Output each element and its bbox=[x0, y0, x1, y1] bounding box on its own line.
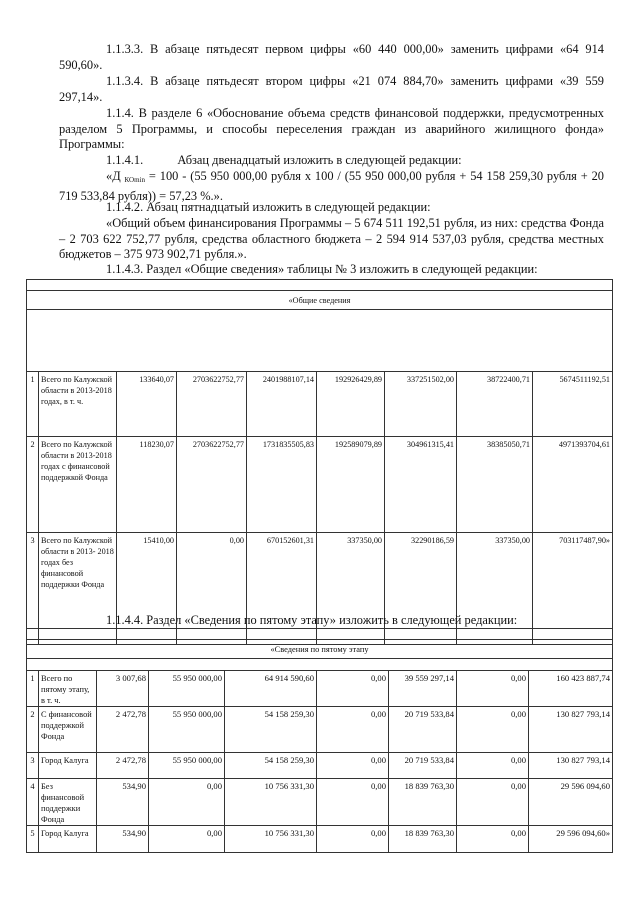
paragraph-1-1-4-3: 1.1.4.3. Раздел «Общие сведения» таблицы № 3 изложить в следующей редакции: bbox=[106, 262, 538, 276]
general-info-table bbox=[26, 279, 613, 645]
paragraph-1-1-4-2: 1.1.4.2. Абзац пятнадцатый изложить в следующей редакции: bbox=[106, 200, 431, 214]
row-label: Всего по Калужской области в 2013-2018 годах с финансовой поддержкой Фонда bbox=[39, 437, 117, 533]
cell-total: 160 423 887,74 bbox=[529, 671, 613, 707]
cell-fund: 0,00 bbox=[149, 826, 225, 853]
paragraph-1-1-3-3: 1.1.3.3. В абзаце пятьдесят первом цифры «60 440 000,00» заменить цифрами «64 914 590,60». bbox=[59, 42, 604, 72]
cell-regional-budget: 1731835505,83 bbox=[247, 437, 317, 533]
cell-local-extra: 38385050,71 bbox=[457, 437, 533, 533]
row-label: Всего по пятому этапу, в т. ч. bbox=[39, 671, 97, 707]
formula-paragraph bbox=[59, 169, 604, 204]
cell-local-extra: 0,00 bbox=[457, 826, 529, 853]
row-label: Всего по Калужской области в 2013-2018 годах, в т. ч. bbox=[39, 372, 117, 437]
cell-total: 703117487,90» bbox=[533, 533, 613, 645]
cell-local-budget: 304961315,41 bbox=[385, 437, 457, 533]
table-row bbox=[27, 826, 613, 853]
table-blank-row bbox=[27, 659, 613, 671]
cell-total: 4971393704,61 bbox=[533, 437, 613, 533]
formula-subscript: КОmin bbox=[124, 176, 145, 184]
row-index: 2 bbox=[27, 707, 39, 753]
cell-area: 534,90 bbox=[97, 826, 149, 853]
cell-regional-extra: 0,00 bbox=[317, 826, 389, 853]
cell-area: 534,90 bbox=[97, 779, 149, 826]
cell-area: 15410,00 bbox=[117, 533, 177, 645]
cell-area: 2 472,78 bbox=[97, 753, 149, 779]
paragraph-text: Абзац двенадцатый изложить в следующей редакции: bbox=[177, 153, 462, 167]
cell-area: 2 472,78 bbox=[97, 707, 149, 753]
cell-local-budget: 20 719 533,84 bbox=[389, 707, 457, 753]
cell-total: 130 827 793,14 bbox=[529, 753, 613, 779]
paragraph-1-1-4-1 bbox=[106, 153, 604, 169]
cell-area: 133640,07 bbox=[117, 372, 177, 437]
cell-regional-budget: 54 158 259,30 bbox=[225, 707, 317, 753]
cell-regional-extra: 0,00 bbox=[317, 707, 389, 753]
table-row bbox=[27, 753, 613, 779]
row-index: 2 bbox=[27, 437, 39, 533]
cell-local-budget: 337251502,00 bbox=[385, 372, 457, 437]
table-row bbox=[27, 671, 613, 707]
cell-regional-budget: 54 158 259,30 bbox=[225, 753, 317, 779]
table-row bbox=[27, 779, 613, 826]
cell-area: 3 007,68 bbox=[97, 671, 149, 707]
cell-regional-extra: 337350,00 bbox=[317, 533, 385, 645]
table-caption: «Сведения по пятому этапу bbox=[27, 640, 613, 659]
cell-local-extra: 0,00 bbox=[457, 753, 529, 779]
fifth-stage-table bbox=[26, 628, 613, 853]
cell-area: 118230,07 bbox=[117, 437, 177, 533]
formula-prefix: «Д bbox=[106, 169, 121, 183]
paragraph-1-1-4: 1.1.4. В разделе 6 «Обоснование объема средств финансовой поддержки, предусмотренных разделом 5 Программы, и способы переселения граждан из аварийного жилищного фонда» Программы: bbox=[59, 106, 604, 152]
paragraph-total-funding: «Общий объем финансирования Программы – 5 674 511 192,51 рубля, из них: средства Фонда – 2 703 622 752,77 рубля, средства областного бюджета – 2 594 914 537,03 рубля, средства местных бюджетов – 375 973 902,71 рубля.». bbox=[59, 216, 604, 262]
row-label: С финансовой поддержкой Фонда bbox=[39, 707, 97, 753]
cell-regional-budget: 10 756 331,30 bbox=[225, 779, 317, 826]
cell-regional-extra: 192926429,89 bbox=[317, 372, 385, 437]
table-blank-header bbox=[27, 629, 613, 640]
cell-local-extra: 0,00 bbox=[457, 707, 529, 753]
cell-regional-extra: 0,00 bbox=[317, 753, 389, 779]
cell-local-budget: 18 839 763,30 bbox=[389, 779, 457, 826]
cell-fund: 55 950 000,00 bbox=[149, 707, 225, 753]
cell-total: 5674511192,51 bbox=[533, 372, 613, 437]
cell-local-extra: 38722400,71 bbox=[457, 372, 533, 437]
row-label: Без финансовой поддержки Фонда bbox=[39, 779, 97, 826]
row-index: 3 bbox=[27, 753, 39, 779]
row-label: Город Калуга bbox=[39, 753, 97, 779]
row-label: Город Калуга bbox=[39, 826, 97, 853]
row-index: 3 bbox=[27, 533, 39, 645]
cell-fund: 2703622752,77 bbox=[177, 372, 247, 437]
formula-body: = 100 - (55 950 000,00 рубля х 100 / (55 950 000,00 рубля + 54 158 259,30 рубля + 20 719 533,84 рубля)) = 57,23 %.». bbox=[59, 169, 604, 203]
cell-fund: 55 950 000,00 bbox=[149, 671, 225, 707]
row-index: 5 bbox=[27, 826, 39, 853]
row-index: 1 bbox=[27, 671, 39, 707]
cell-total: 130 827 793,14 bbox=[529, 707, 613, 753]
row-index: 1 bbox=[27, 372, 39, 437]
cell-fund: 0,00 bbox=[177, 533, 247, 645]
cell-regional-extra: 0,00 bbox=[317, 779, 389, 826]
table-blank-row bbox=[27, 310, 613, 372]
row-index: 4 bbox=[27, 779, 39, 826]
cell-local-budget: 39 559 297,14 bbox=[389, 671, 457, 707]
cell-total: 29 596 094,60 bbox=[529, 779, 613, 826]
table-row bbox=[27, 437, 613, 533]
paragraph-1-1-4-4: 1.1.4.4. Раздел «Сведения по пятому этапу» изложить в следующей редакции: bbox=[106, 613, 518, 627]
paragraph-1-1-3-4: 1.1.3.4. В абзаце пятьдесят втором цифры «21 074 884,70» заменить цифрами «39 559 297,14». bbox=[59, 74, 604, 104]
table-row bbox=[27, 707, 613, 753]
cell-regional-budget: 64 914 590,60 bbox=[225, 671, 317, 707]
cell-total: 29 596 094,60» bbox=[529, 826, 613, 853]
cell-local-budget: 18 839 763,30 bbox=[389, 826, 457, 853]
table-caption: «Общие сведения bbox=[27, 291, 613, 310]
cell-local-extra: 337350,00 bbox=[457, 533, 533, 645]
cell-local-extra: 0,00 bbox=[457, 779, 529, 826]
row-label: Всего по Калужской области в 2013- 2018 годах без финансовой поддержки Фонда bbox=[39, 533, 117, 645]
cell-regional-budget: 10 756 331,30 bbox=[225, 826, 317, 853]
cell-fund: 55 950 000,00 bbox=[149, 753, 225, 779]
table-blank-header bbox=[27, 280, 613, 291]
cell-local-budget: 20 719 533,84 bbox=[389, 753, 457, 779]
cell-regional-extra: 0,00 bbox=[317, 671, 389, 707]
cell-fund: 0,00 bbox=[149, 779, 225, 826]
cell-regional-budget: 670152601,31 bbox=[247, 533, 317, 645]
cell-local-extra: 0,00 bbox=[457, 671, 529, 707]
table-row bbox=[27, 372, 613, 437]
paragraph-number: 1.1.4.1. bbox=[106, 153, 144, 167]
cell-local-budget: 32290186,59 bbox=[385, 533, 457, 645]
cell-regional-budget: 2401988107,14 bbox=[247, 372, 317, 437]
cell-regional-extra: 192589079,89 bbox=[317, 437, 385, 533]
cell-fund: 2703622752,77 bbox=[177, 437, 247, 533]
